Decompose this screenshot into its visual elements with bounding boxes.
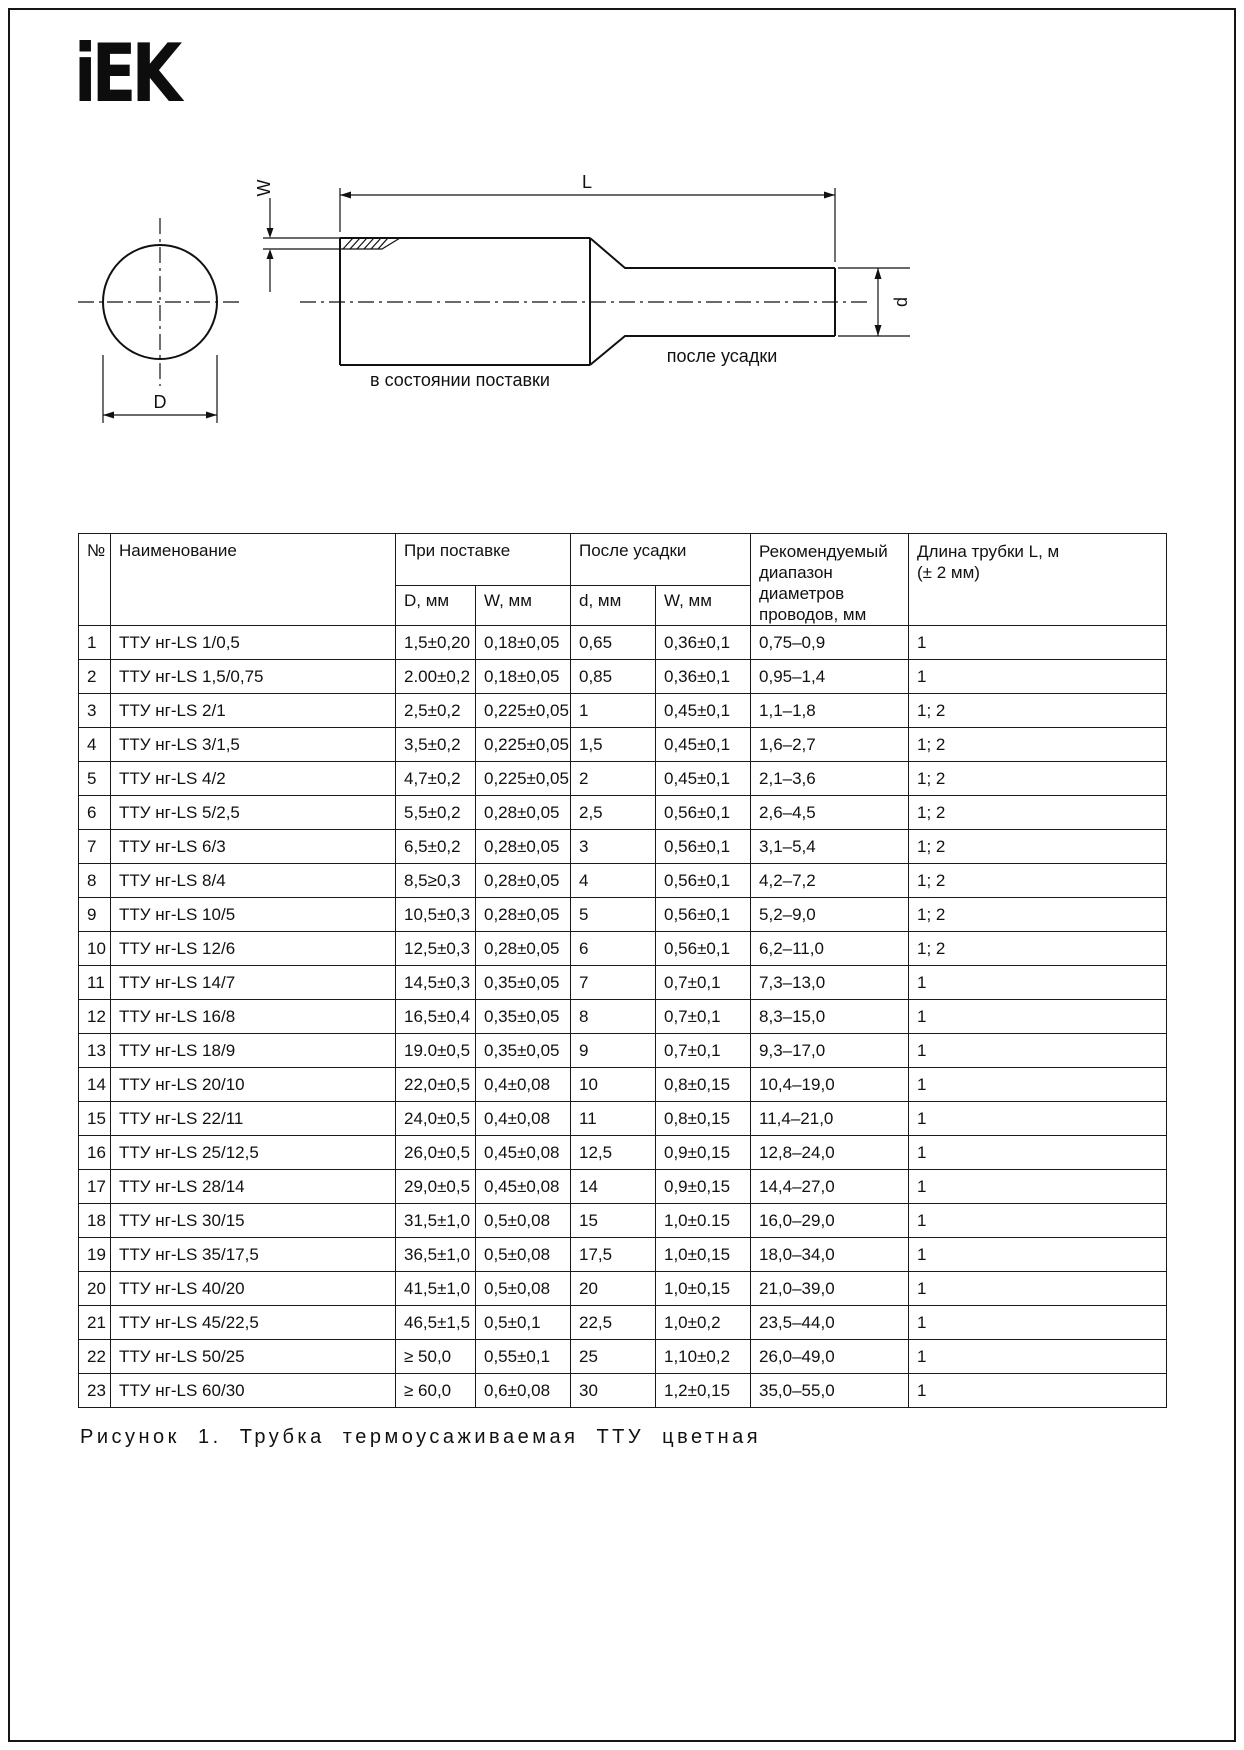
table-row [79, 1204, 1167, 1238]
table-cell: 0,35±0,05 [476, 1034, 571, 1068]
dim-label-L: L [581, 172, 593, 192]
table-cell: 1,5±0,20 [396, 626, 476, 660]
table-cell: 22 [79, 1340, 111, 1374]
table-cell: 0,5±0,08 [476, 1238, 571, 1272]
table-cell: 0,45±0,1 [656, 762, 751, 796]
table-cell: 0,95–1,4 [751, 660, 909, 694]
header-tube-length-line1: Длина трубки L, м [917, 542, 1060, 561]
table-cell: 0,7±0,1 [656, 966, 751, 1000]
table-cell: 4 [79, 728, 111, 762]
table-cell: 12,5±0,3 [396, 932, 476, 966]
table-cell: 0,225±0,05 [476, 728, 571, 762]
table-header [79, 534, 1167, 626]
table-cell: 1,0±0,15 [656, 1238, 751, 1272]
table-cell: 1 [79, 626, 111, 660]
table-cell: 2,1–3,6 [751, 762, 909, 796]
table-row [79, 694, 1167, 728]
table-cell: 31,5±1,0 [396, 1204, 476, 1238]
table-row [79, 1170, 1167, 1204]
table-cell: 8 [571, 1000, 656, 1034]
table-cell: ТТУ нг-LS 1/0,5 [111, 626, 396, 660]
table-row [79, 660, 1167, 694]
table-cell: 4,7±0,2 [396, 762, 476, 796]
table-cell: 0,45±0,08 [476, 1136, 571, 1170]
table-cell: 13 [79, 1034, 111, 1068]
table-cell: 14,4–27,0 [751, 1170, 909, 1204]
hatch-pattern [343, 238, 388, 249]
table-cell: 9,3–17,0 [751, 1034, 909, 1068]
table-cell: ТТУ нг-LS 28/14 [111, 1170, 396, 1204]
table-cell: 11 [79, 966, 111, 1000]
figure-caption: Рисунок 1. Трубка термоусаживаемая ТТУ цветная [80, 1426, 762, 1448]
table-cell: 0,75–0,9 [751, 626, 909, 660]
header-tube-length [909, 534, 1167, 626]
table-cell: 2 [571, 762, 656, 796]
table-cell: 9 [79, 898, 111, 932]
table-cell: 1 [909, 1374, 1167, 1408]
table-cell: ТТУ нг-LS 16/8 [111, 1000, 396, 1034]
table-cell: 25 [571, 1340, 656, 1374]
table-cell: 1 [909, 1272, 1167, 1306]
dimension-L [340, 172, 835, 262]
header-num: № [79, 534, 111, 626]
table-cell: ТТУ нг-LS 20/10 [111, 1068, 396, 1102]
table-cell: ТТУ нг-LS 14/7 [111, 966, 396, 1000]
table-cell: 15 [79, 1102, 111, 1136]
table-cell: 12 [79, 1000, 111, 1034]
table-row [79, 1306, 1167, 1340]
table-cell: 1; 2 [909, 932, 1167, 966]
table-cell: 46,5±1,5 [396, 1306, 476, 1340]
table-cell: 17,5 [571, 1238, 656, 1272]
table-cell: 4,2–7,2 [751, 864, 909, 898]
table-cell: 0,4±0,08 [476, 1068, 571, 1102]
table-cell: 0,56±0,1 [656, 898, 751, 932]
table-cell: 35,0–55,0 [751, 1374, 909, 1408]
table-cell: 3,5±0,2 [396, 728, 476, 762]
table-cell: 2,6–4,5 [751, 796, 909, 830]
table-cell: 16 [79, 1136, 111, 1170]
table-cell: 20 [79, 1272, 111, 1306]
header-supply-D: D, мм [396, 586, 476, 626]
table-cell: 0,56±0,1 [656, 864, 751, 898]
tube-diagram [60, 150, 980, 480]
table-cell: 2 [79, 660, 111, 694]
table-cell: 6,2–11,0 [751, 932, 909, 966]
table-cell: 1; 2 [909, 898, 1167, 932]
table-cell: 0,9±0,15 [656, 1170, 751, 1204]
table-cell: 0,28±0,05 [476, 864, 571, 898]
table-cell: 8,5≥0,3 [396, 864, 476, 898]
header-supply-W: W, мм [476, 586, 571, 626]
table-cell: 1 [909, 1136, 1167, 1170]
table-cell: ТТУ нг-LS 60/30 [111, 1374, 396, 1408]
table-cell: ТТУ нг-LS 18/9 [111, 1034, 396, 1068]
table-cell: 0,28±0,05 [476, 830, 571, 864]
table-cell: 0,225±0,05 [476, 694, 571, 728]
table-cell: 1 [571, 694, 656, 728]
table-cell: 5,5±0,2 [396, 796, 476, 830]
table-cell: 11,4–21,0 [751, 1102, 909, 1136]
table-cell: 1 [909, 1170, 1167, 1204]
table-cell: ТТУ нг-LS 40/20 [111, 1272, 396, 1306]
table-cell: 1 [909, 966, 1167, 1000]
table-row [79, 830, 1167, 864]
table-cell: 1; 2 [909, 796, 1167, 830]
table-cell: 14,5±0,3 [396, 966, 476, 1000]
table-cell: 7 [571, 966, 656, 1000]
table-row [79, 1068, 1167, 1102]
table-cell: 0,28±0,05 [476, 932, 571, 966]
table-row [79, 796, 1167, 830]
table-cell: 36,5±1,0 [396, 1238, 476, 1272]
table-cell: 0,5±0,1 [476, 1306, 571, 1340]
table-cell: 0,225±0,05 [476, 762, 571, 796]
table-cell: 0,28±0,05 [476, 898, 571, 932]
table-cell: 0,7±0,1 [656, 1034, 751, 1068]
table-cell: 18 [79, 1204, 111, 1238]
table-cell: 20 [571, 1272, 656, 1306]
table-cell: 19.0±0,5 [396, 1034, 476, 1068]
table-cell: ТТУ нг-LS 30/15 [111, 1204, 396, 1238]
table-cell: 26,0–49,0 [751, 1340, 909, 1374]
table-cell: ТТУ нг-LS 8/4 [111, 864, 396, 898]
table-cell: 12,8–24,0 [751, 1136, 909, 1170]
table-cell: 2.00±0,2 [396, 660, 476, 694]
table-cell: 3,1–5,4 [751, 830, 909, 864]
table-cell: 5 [79, 762, 111, 796]
table-cell: 1; 2 [909, 830, 1167, 864]
table-cell: 21,0–39,0 [751, 1272, 909, 1306]
table-cell: ТТУ нг-LS 5/2,5 [111, 796, 396, 830]
table-cell: 0,5±0,08 [476, 1272, 571, 1306]
table-cell: 1 [909, 1306, 1167, 1340]
table-cell: 0,5±0,08 [476, 1204, 571, 1238]
table-cell: 6 [571, 932, 656, 966]
table-cell: 0,7±0,1 [656, 1000, 751, 1034]
table-cell: 0,55±0,1 [476, 1340, 571, 1374]
table-cell: 23,5–44,0 [751, 1306, 909, 1340]
table-cell: 0,56±0,1 [656, 830, 751, 864]
table-cell: 0,8±0,15 [656, 1102, 751, 1136]
table-cell: 10,5±0,3 [396, 898, 476, 932]
table-cell: 1 [909, 626, 1167, 660]
dimension-W [254, 180, 274, 293]
table-row [79, 1340, 1167, 1374]
table-cell: 8,3–15,0 [751, 1000, 909, 1034]
table-cell: 3 [571, 830, 656, 864]
table-cell: 22,5 [571, 1306, 656, 1340]
header-name: Наименование [111, 534, 396, 626]
table-cell: 1,0±0,2 [656, 1306, 751, 1340]
table-row [79, 728, 1167, 762]
table-cell: 10 [571, 1068, 656, 1102]
spec-table [78, 533, 1167, 1408]
table-cell: 10 [79, 932, 111, 966]
table-cell: 19 [79, 1238, 111, 1272]
table-cell: 3 [79, 694, 111, 728]
table-cell: ≥ 60,0 [396, 1374, 476, 1408]
table-cell: 0,8±0,15 [656, 1068, 751, 1102]
iek-logo: iEK [74, 27, 178, 120]
header-wire-range: Рекомендуемый диапазон диаметров проводов, мм [751, 534, 909, 626]
table-cell: 6,5±0,2 [396, 830, 476, 864]
table-cell: 0,65 [571, 626, 656, 660]
table-cell: ТТУ нг-LS 1,5/0,75 [111, 660, 396, 694]
table-cell: 1,6–2,7 [751, 728, 909, 762]
dimension-d [838, 268, 911, 336]
table-cell: 1 [909, 1068, 1167, 1102]
table-row [79, 966, 1167, 1000]
table-cell: 5 [571, 898, 656, 932]
header-after-shrink: После усадки [571, 534, 751, 586]
table-cell: ТТУ нг-LS 12/6 [111, 932, 396, 966]
header-at-supply: При поставке [396, 534, 571, 586]
table-cell: 0,56±0,1 [656, 932, 751, 966]
table-cell: 14 [79, 1068, 111, 1102]
table-cell: 2,5±0,2 [396, 694, 476, 728]
table-cell: ТТУ нг-LS 35/17,5 [111, 1238, 396, 1272]
table-cell: 0,28±0,05 [476, 796, 571, 830]
table-row [79, 898, 1167, 932]
table-cell: 1,5 [571, 728, 656, 762]
table-cell: 0,45±0,08 [476, 1170, 571, 1204]
table-cell: 0,4±0,08 [476, 1102, 571, 1136]
table-row [79, 932, 1167, 966]
table-cell: ТТУ нг-LS 45/22,5 [111, 1306, 396, 1340]
label-as-supplied: в состоянии поставки [370, 370, 550, 390]
header-shrink-d: d, мм [571, 586, 656, 626]
label-after-shrink: после усадки [666, 346, 778, 366]
table-cell: ТТУ нг-LS 3/1,5 [111, 728, 396, 762]
table-row [79, 1034, 1167, 1068]
table-cell: 2,5 [571, 796, 656, 830]
table-cell: 29,0±0,5 [396, 1170, 476, 1204]
table-cell: 15 [571, 1204, 656, 1238]
table-cell: 0,35±0,05 [476, 1000, 571, 1034]
header-shrink-W: W, мм [656, 586, 751, 626]
table-cell: 7 [79, 830, 111, 864]
table-row [79, 1136, 1167, 1170]
table-cell: 0,45±0,1 [656, 728, 751, 762]
table-cell: 1; 2 [909, 728, 1167, 762]
table-cell: ТТУ нг-LS 4/2 [111, 762, 396, 796]
table-cell: 1 [909, 1204, 1167, 1238]
table-row [79, 1272, 1167, 1306]
table-cell: 16,0–29,0 [751, 1204, 909, 1238]
table-cell: 1,0±0.15 [656, 1204, 751, 1238]
table-row [79, 762, 1167, 796]
table-cell: ≥ 50,0 [396, 1340, 476, 1374]
table-cell: 4 [571, 864, 656, 898]
table-cell: 0,6±0,08 [476, 1374, 571, 1408]
table-cell: 0,36±0,1 [656, 626, 751, 660]
table-cell: 0,9±0,15 [656, 1136, 751, 1170]
table-cell: 17 [79, 1170, 111, 1204]
table-cell: 0,56±0,1 [656, 796, 751, 830]
table-cell: ТТУ нг-LS 2/1 [111, 694, 396, 728]
table-cell: 1 [909, 1340, 1167, 1374]
table-cell: 12,5 [571, 1136, 656, 1170]
table-cell: 1 [909, 1000, 1167, 1034]
table-cell: 1,2±0,15 [656, 1374, 751, 1408]
table-cell: 26,0±0,5 [396, 1136, 476, 1170]
table-row [79, 1102, 1167, 1136]
table-cell: 0,18±0,05 [476, 660, 571, 694]
table-cell: 10,4–19,0 [751, 1068, 909, 1102]
table-cell: 30 [571, 1374, 656, 1408]
table-cell: ТТУ нг-LS 22/11 [111, 1102, 396, 1136]
table-cell: 1,0±0,15 [656, 1272, 751, 1306]
table-cell: 14 [571, 1170, 656, 1204]
table-cell: 1; 2 [909, 864, 1167, 898]
table-cell: 1 [909, 1238, 1167, 1272]
table-row [79, 1238, 1167, 1272]
table-cell: 1 [909, 660, 1167, 694]
table-cell: 1; 2 [909, 762, 1167, 796]
table-cell: 41,5±1,0 [396, 1272, 476, 1306]
dim-label-d: d [891, 296, 911, 308]
table-cell: 0,85 [571, 660, 656, 694]
table-cell: 9 [571, 1034, 656, 1068]
dim-label-D: D [153, 392, 167, 412]
table-cell: ТТУ нг-LS 10/5 [111, 898, 396, 932]
table-cell: 1,1–1,8 [751, 694, 909, 728]
table-cell: 1 [909, 1034, 1167, 1068]
table-cell: 1 [909, 1102, 1167, 1136]
table-row [79, 1000, 1167, 1034]
table-cell: 1; 2 [909, 694, 1167, 728]
table-cell: 22,0±0,5 [396, 1068, 476, 1102]
table-cell: 0,36±0,1 [656, 660, 751, 694]
dim-label-W: W [254, 179, 274, 197]
table-body [79, 626, 1167, 1408]
table-cell: 16,5±0,4 [396, 1000, 476, 1034]
table-cell: 7,3–13,0 [751, 966, 909, 1000]
table-cell: ТТУ нг-LS 6/3 [111, 830, 396, 864]
table-row [79, 864, 1167, 898]
table-cell: ТТУ нг-LS 50/25 [111, 1340, 396, 1374]
table-cell: 5,2–9,0 [751, 898, 909, 932]
table-cell: 0,18±0,05 [476, 626, 571, 660]
table-cell: 0,35±0,05 [476, 966, 571, 1000]
header-tube-length-line2: (± 2 мм) [917, 563, 980, 582]
table-row [79, 1374, 1167, 1408]
table-cell: 21 [79, 1306, 111, 1340]
table-cell: 8 [79, 864, 111, 898]
table-cell: 11 [571, 1102, 656, 1136]
table-cell: 18,0–34,0 [751, 1238, 909, 1272]
table-cell: 24,0±0,5 [396, 1102, 476, 1136]
table-cell: 1,10±0,2 [656, 1340, 751, 1374]
table-row [79, 626, 1167, 660]
table-cell: 23 [79, 1374, 111, 1408]
table-cell: 6 [79, 796, 111, 830]
table-cell: ТТУ нг-LS 25/12,5 [111, 1136, 396, 1170]
table-cell: 0,45±0,1 [656, 694, 751, 728]
